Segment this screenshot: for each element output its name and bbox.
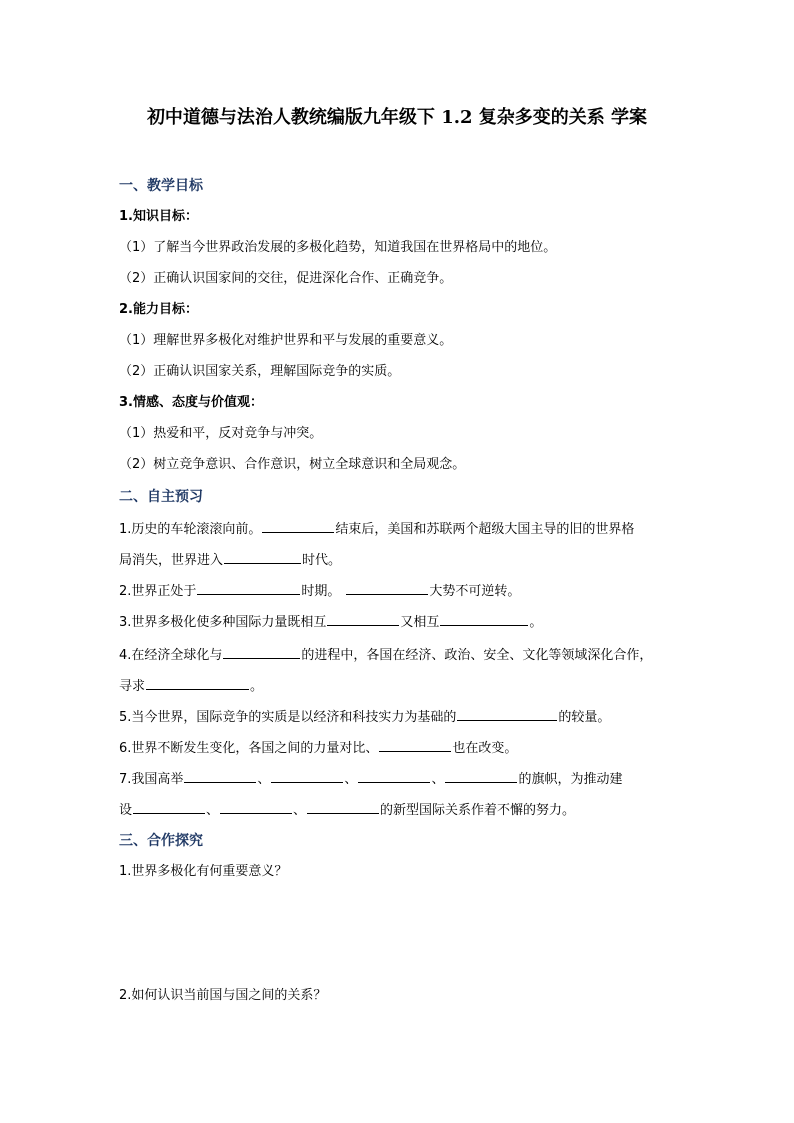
answer-blank[interactable] [358, 768, 430, 783]
question-text: 的新型国际关系作着不懈的努力。 [380, 803, 576, 818]
emotion-objective-label: 3.情感、态度与价值观： [119, 395, 263, 410]
answer-blank[interactable] [445, 768, 517, 783]
cooperation-question-2: 2.如何认识当前国与国之间的关系？ [119, 988, 327, 1003]
question-text: 局消失，世界进入 [119, 553, 224, 568]
answer-blank[interactable] [440, 611, 528, 626]
question-text: 4.在经济全球化与 [119, 648, 223, 663]
preview-question-7-cont [119, 799, 575, 821]
preview-question-4 [119, 644, 652, 666]
question-text: 时期。 [301, 584, 341, 599]
answer-blank[interactable] [271, 768, 343, 783]
emotion-objective-item: （2）树立竞争意识、合作意识，树立全球意识和全局观念。 [119, 457, 466, 472]
answer-blank[interactable] [307, 799, 379, 814]
question-text: 寻求 [119, 679, 146, 694]
question-text: 1.历史的车轮滚滚向前。 [119, 522, 262, 537]
question-text: 5.当今世界，国际竞争的实质是以经济和科技实力为基础的 [119, 710, 457, 725]
question-text: 也在改变。 [452, 741, 518, 756]
separator: 、 [293, 803, 307, 818]
cooperation-question-1: 1.世界多极化有何重要意义？ [119, 864, 288, 879]
section-heading-objectives: 一、教学目标 [119, 178, 203, 194]
knowledge-objective-label: 1.知识目标： [119, 209, 198, 224]
question-text: 。 [529, 615, 543, 630]
question-text: 设 [119, 803, 133, 818]
question-text: 。 [250, 679, 264, 694]
answer-blank[interactable] [457, 706, 557, 721]
question-text: 的进程中，各国在经济、政治、安全、文化等领域深化合作， [301, 648, 653, 663]
answer-blank[interactable] [223, 644, 300, 659]
answer-blank[interactable] [224, 549, 301, 564]
answer-blank[interactable] [262, 518, 334, 533]
question-text: 的旗帜，为推动建 [518, 772, 623, 787]
ability-objective-item: （2）正确认识国家关系，理解国际竞争的实质。 [119, 364, 401, 379]
preview-question-6 [119, 737, 517, 759]
ability-objective-label: 2.能力目标： [119, 302, 198, 317]
preview-question-5 [119, 706, 610, 728]
question-text: 时代。 [302, 553, 342, 568]
answer-blank[interactable] [327, 611, 399, 626]
question-text: 2.世界正处于 [119, 584, 197, 599]
separator: 、 [431, 772, 445, 787]
separator: 、 [206, 803, 220, 818]
answer-blank[interactable] [197, 580, 300, 595]
knowledge-objective-item: （1）了解当今世界政治发展的多极化趋势，知道我国在世界格局中的地位。 [119, 240, 557, 255]
section-heading-preview: 二、自主预习 [119, 489, 203, 505]
preview-question-4-cont [119, 675, 263, 697]
question-text: 7.我国高举 [119, 772, 184, 787]
knowledge-objective-item: （2）正确认识国家间的交往，促进深化合作、正确竞争。 [119, 271, 453, 286]
preview-question-1 [119, 518, 634, 540]
preview-question-1-cont [119, 549, 341, 571]
section-heading-cooperation: 三、合作探究 [119, 833, 203, 849]
question-text: 6.世界不断发生变化，各国之间的力量对比、 [119, 741, 379, 756]
question-text: 3.世界多极化使多种国际力量既相互 [119, 615, 327, 630]
emotion-objective-item: （1）热爱和平，反对竞争与冲突。 [119, 426, 323, 441]
preview-question-7 [119, 768, 622, 790]
separator: 、 [344, 772, 358, 787]
answer-blank[interactable] [346, 580, 428, 595]
answer-blank[interactable] [146, 675, 249, 690]
document-title: 初中道德与法治人教统编版九年级下 1.2 复杂多变的关系 学案 [146, 107, 648, 128]
answer-blank[interactable] [220, 799, 292, 814]
answer-blank[interactable] [133, 799, 205, 814]
ability-objective-item: （1）理解世界多极化对维护世界和平与发展的重要意义。 [119, 333, 453, 348]
preview-question-3 [119, 611, 542, 633]
answer-blank[interactable] [184, 768, 256, 783]
question-text: 又相互 [400, 615, 440, 630]
answer-blank[interactable] [379, 737, 451, 752]
question-text: 的较量。 [558, 710, 611, 725]
question-text: 大势不可逆转。 [429, 584, 521, 599]
preview-question-2 [119, 580, 520, 602]
question-text: 结束后，美国和苏联两个超级大国主导的旧的世界格 [335, 522, 635, 537]
separator: 、 [257, 772, 271, 787]
